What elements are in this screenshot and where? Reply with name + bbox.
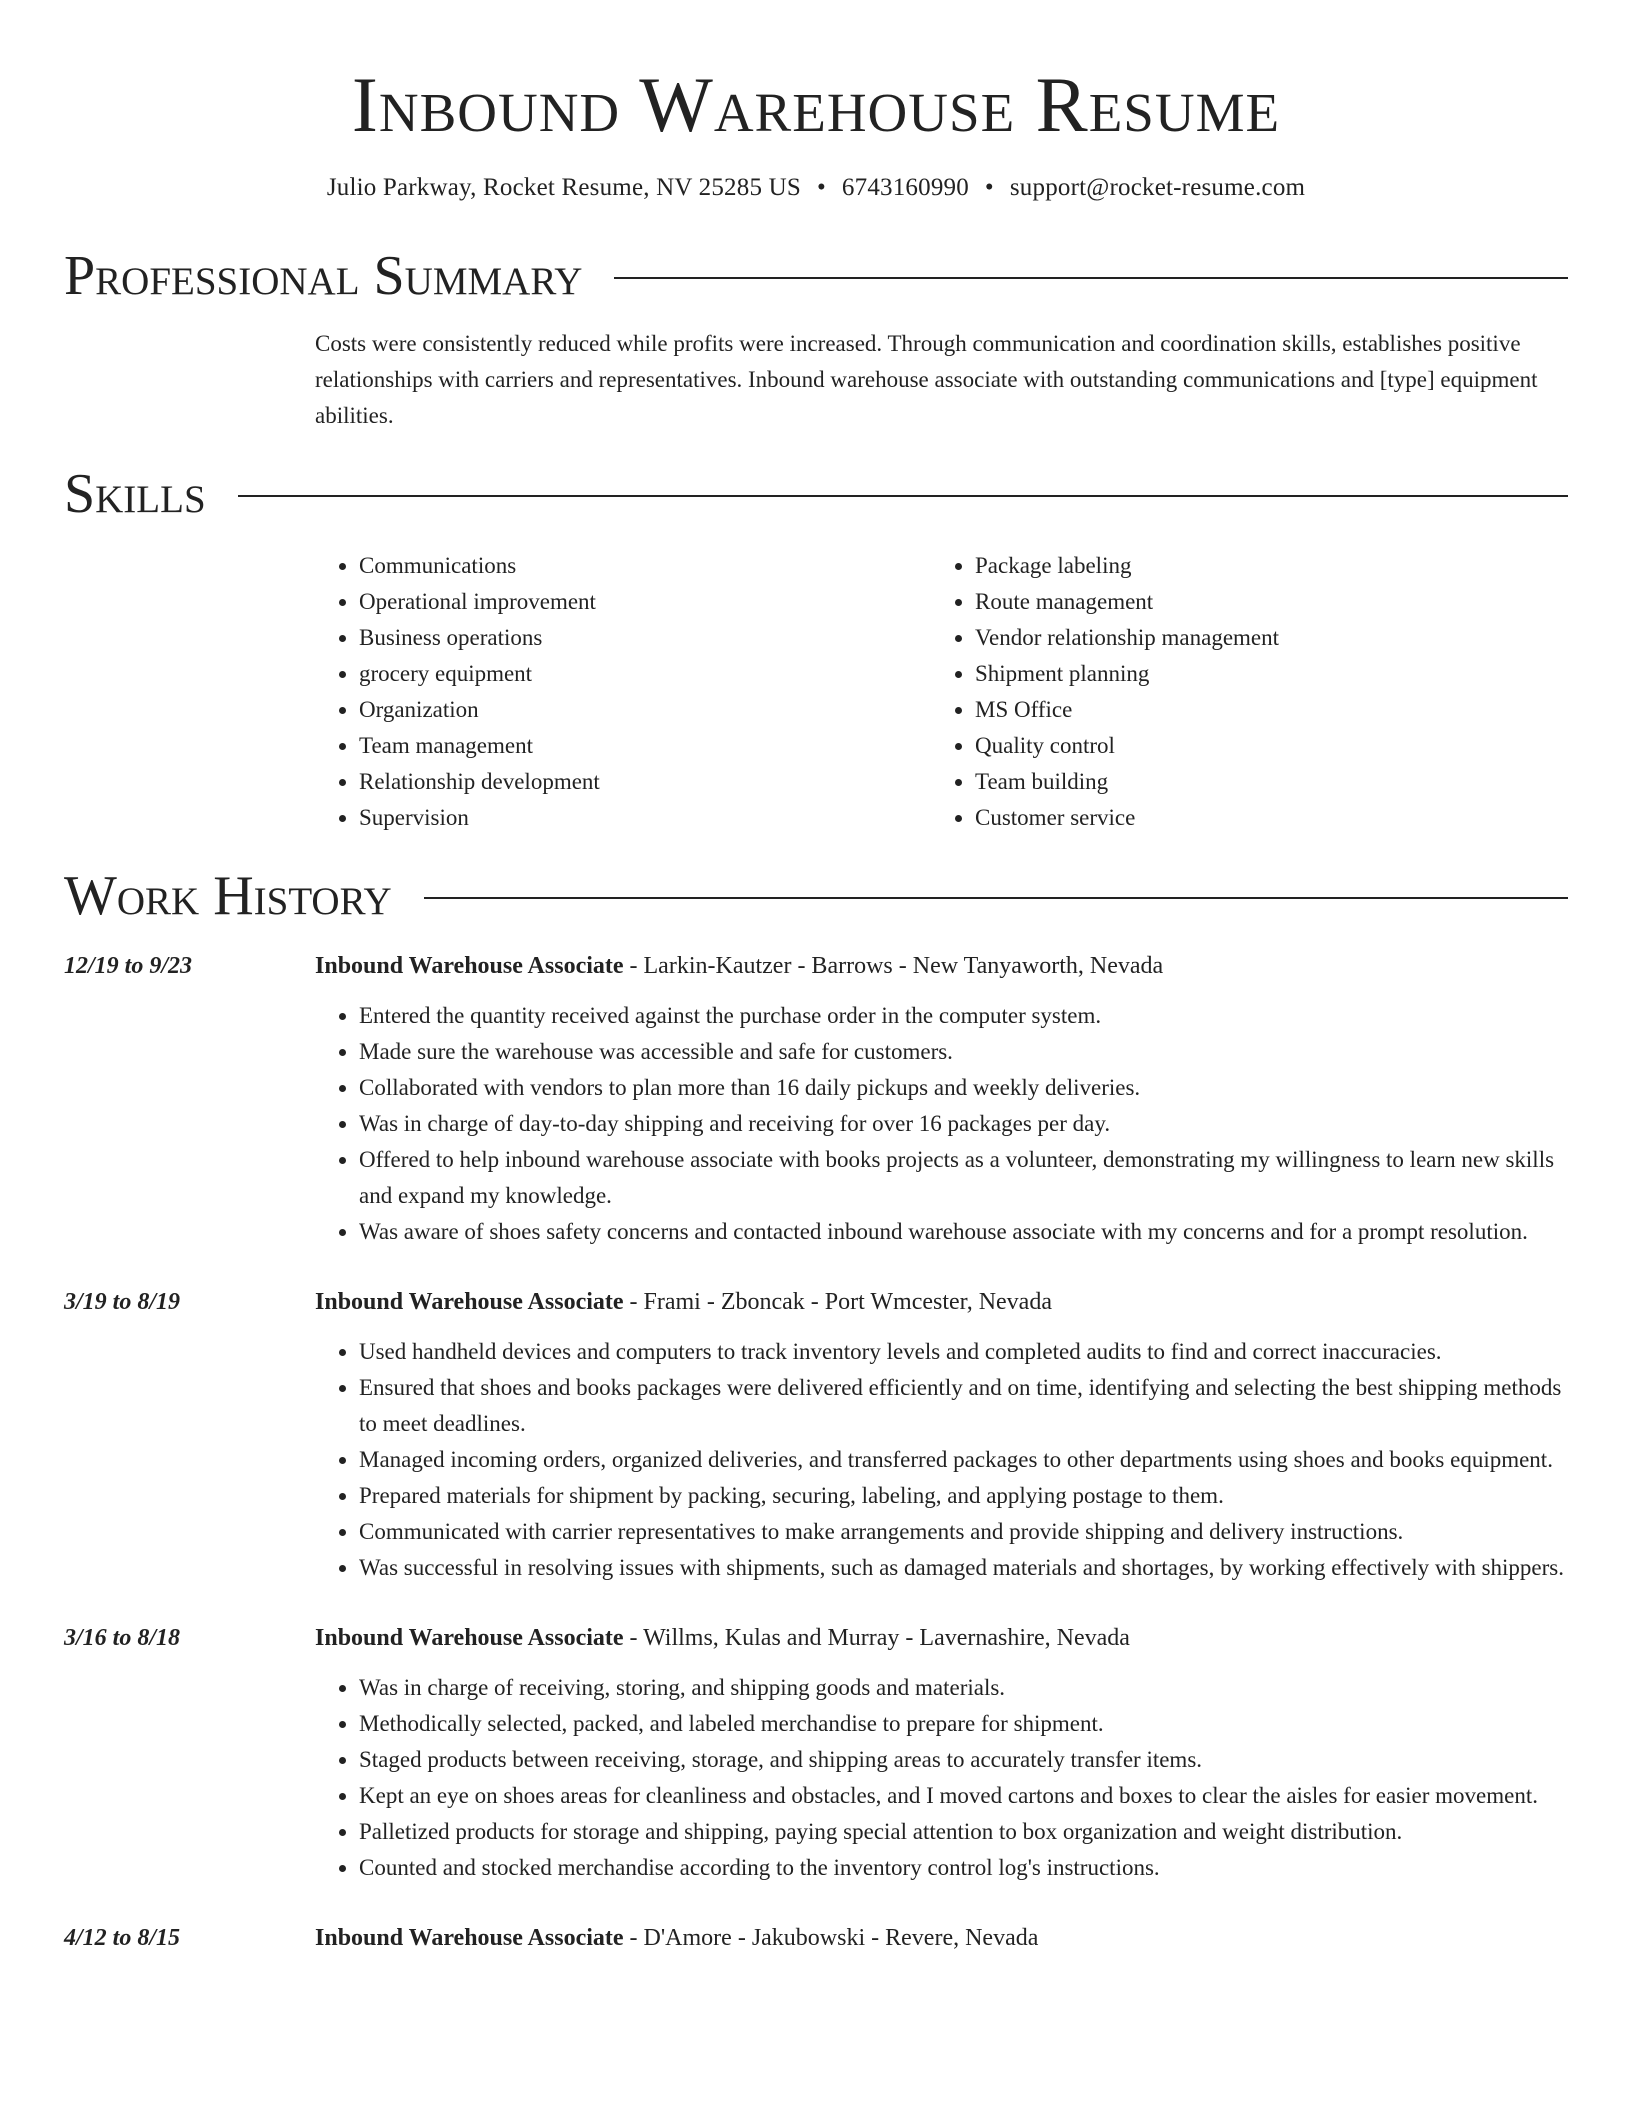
- job-bullet: • Was successful in resolving issues with shipments, such as damaged materials and shortages, by working effectively with shippers.: [359, 1550, 1568, 1586]
- job-employer: - D'Amore - Jakubowski - Revere, Nevada: [623, 1925, 1039, 1951]
- job-role: Inbound Warehouse Associate: [315, 1625, 624, 1651]
- summary-text: Costs were consistently reduced while profits were increased. Through communication and coordination skills, establishes positive relationships with carriers and representatives. Inbound warehouse associate with outstanding communications and [type] equipment abilities.: [315, 331, 1538, 428]
- job-bullet: • Made sure the warehouse was accessible and safe for customers.: [359, 1034, 1568, 1070]
- job-bullet: • Was in charge of day-to-day shipping and receiving for over 16 packages per day.: [359, 1106, 1568, 1142]
- work-history-list: [64, 948, 1568, 1956]
- skill-item: • Supervision: [359, 800, 931, 836]
- section-divider: [614, 277, 1568, 279]
- job-entry: [64, 948, 1568, 1250]
- job-bullet: • Palletized products for storage and shipping, paying special attention to box organization and weight distribution.: [359, 1814, 1568, 1850]
- job-details: [315, 1920, 1568, 1956]
- job-dates: 3/16 to 8/18: [64, 1625, 181, 1651]
- job-bullet: • Was aware of shoes safety concerns and contacted inbound warehouse associate with my concerns and for a prompt resolution.: [359, 1214, 1568, 1250]
- section-divider: [424, 897, 1568, 899]
- contact-separator: •: [816, 174, 826, 201]
- job-employer: - Willms, Kulas and Murray - Lavernashire, Nevada: [623, 1625, 1130, 1651]
- job-dates: 4/12 to 8/15: [64, 1925, 181, 1951]
- job-header: [315, 948, 1568, 984]
- job-employer: - Frami - Zboncak - Port Wmcester, Nevada: [623, 1289, 1052, 1315]
- skill-item: • MS Office: [975, 692, 1547, 728]
- skills-section-header: [64, 464, 1568, 524]
- skill-item: • Communications: [359, 548, 931, 584]
- resume-title: Inbound Warehouse Resume: [351, 61, 1281, 148]
- job-details: [315, 1620, 1568, 1886]
- job-role: Inbound Warehouse Associate: [315, 1289, 624, 1315]
- skills-list-left: [315, 548, 931, 836]
- job-entry: [64, 1284, 1568, 1586]
- job-bullet: • Methodically selected, packed, and labeled merchandise to prepare for shipment.: [359, 1706, 1568, 1742]
- skill-item: • Operational improvement: [359, 584, 931, 620]
- skill-item: • Package labeling: [975, 548, 1547, 584]
- skill-item: • Quality control: [975, 728, 1547, 764]
- skill-item: • Business operations: [359, 620, 931, 656]
- job-role: Inbound Warehouse Associate: [315, 1925, 624, 1951]
- job-dates: 3/19 to 8/19: [64, 1289, 181, 1315]
- job-bullets: [315, 1670, 1568, 1886]
- skills-heading: Skills: [64, 463, 206, 525]
- skill-item: • Route management: [975, 584, 1547, 620]
- job-header: [315, 1620, 1568, 1656]
- job-header: [315, 1284, 1568, 1320]
- skill-item: • Team management: [359, 728, 931, 764]
- job-bullet: • Ensured that shoes and books packages were delivered efficiently and on time, identifying and selecting the best shipping methods to meet deadlines.: [359, 1370, 1568, 1442]
- job-bullet: • Was in charge of receiving, storing, and shipping goods and materials.: [359, 1670, 1568, 1706]
- job-dates: 12/19 to 9/23: [64, 953, 193, 979]
- job-bullets: [315, 1334, 1568, 1586]
- summary-section-header: [64, 246, 1568, 306]
- skill-item: • Vendor relationship management: [975, 620, 1547, 656]
- job-bullet: • Staged products between receiving, storage, and shipping areas to accurately transfer items.: [359, 1742, 1568, 1778]
- contact-phone: 6743160990: [841, 174, 969, 201]
- skill-item: • Team building: [975, 764, 1547, 800]
- contact-line: [64, 172, 1568, 204]
- job-bullet: • Counted and stocked merchandise according to the inventory control log's instructions.: [359, 1850, 1568, 1886]
- job-entry: [64, 1920, 1568, 1956]
- job-bullet: • Communicated with carrier representatives to make arrangements and provide shipping and delivery instructions.: [359, 1514, 1568, 1550]
- section-divider: [238, 495, 1568, 497]
- skill-item: • Shipment planning: [975, 656, 1547, 692]
- contact-address: Julio Parkway, Rocket Resume, NV 25285 US: [326, 174, 801, 201]
- contact-email: support@rocket-resume.com: [1009, 174, 1306, 201]
- skill-item: • grocery equipment: [359, 656, 931, 692]
- job-bullet: • Used handheld devices and computers to track inventory levels and completed audits to find and correct inaccuracies.: [359, 1334, 1568, 1370]
- work-heading: Work History: [64, 865, 392, 927]
- summary-heading: Professional Summary: [64, 245, 583, 307]
- job-bullet: • Offered to help inbound warehouse associate with books projects as a volunteer, demonstrating my willingness to learn new skills and expand my knowledge.: [359, 1142, 1568, 1214]
- job-bullet: • Kept an eye on shoes areas for cleanliness and obstacles, and I moved cartons and boxes to clear the aisles for easier movement.: [359, 1778, 1568, 1814]
- job-header: [315, 1920, 1568, 1956]
- job-details: [315, 1284, 1568, 1586]
- job-bullet: • Prepared materials for shipment by packing, securing, labeling, and applying postage to them.: [359, 1478, 1568, 1514]
- job-bullet: • Managed incoming orders, organized deliveries, and transferred packages to other departments using shoes and books equipment.: [359, 1442, 1568, 1478]
- skills-columns: [315, 548, 1568, 836]
- skill-item: • Organization: [359, 692, 931, 728]
- job-bullet: • Collaborated with vendors to plan more than 16 daily pickups and weekly deliveries.: [359, 1070, 1568, 1106]
- job-details: [315, 948, 1568, 1250]
- skill-item: • Customer service: [975, 800, 1547, 836]
- job-entry: [64, 1620, 1568, 1886]
- work-section-header: [64, 866, 1568, 926]
- job-employer: - Larkin-Kautzer - Barrows - New Tanyaworth, Nevada: [623, 953, 1164, 979]
- skills-list-right: [931, 548, 1547, 836]
- job-bullet: • Entered the quantity received against the purchase order in the computer system.: [359, 998, 1568, 1034]
- contact-separator: •: [984, 174, 994, 201]
- job-bullets: [315, 998, 1568, 1250]
- job-role: Inbound Warehouse Associate: [315, 953, 624, 979]
- skill-item: • Relationship development: [359, 764, 931, 800]
